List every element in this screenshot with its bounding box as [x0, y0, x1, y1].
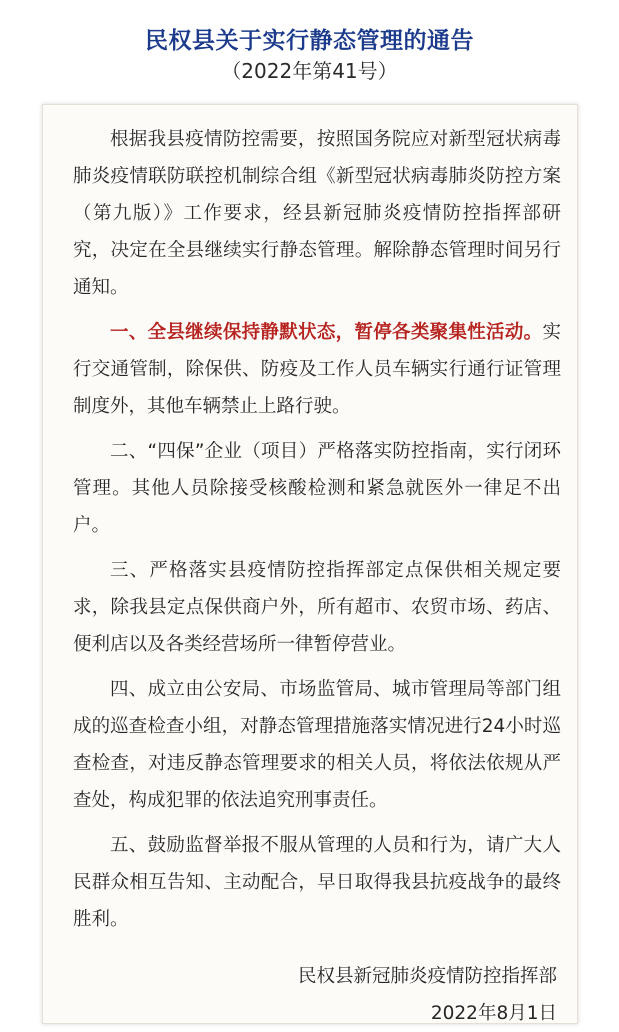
document-number: （2022年第41号） [221, 59, 398, 83]
item-1-highlight: 一、全县继续保持静默状态，暂停各类聚集性活动。 [110, 322, 543, 343]
item-4-paragraph: 四、成立由公安局、市场监管局、城市管理局等部门组成的巡查检查小组，对静态管理措施落实情况进行24小时巡查检查，对违反静态管理要求的相关人员，将依法依规从严查处，构成犯罪的依法追究刑事责任。 [73, 679, 561, 811]
item-5-paragraph: 五、鼓励监督举报不服从管理的人员和行为，请广大人民群众相互告知、主动配合，早日取得我县抗疫战争的最终胜利。 [73, 835, 561, 930]
item-3-paragraph: 三、严格落实县疫情防控指挥部定点保供相关规定要求，除我县定点保供商户外，所有超市、农贸市场、药店、便利店以及各类经营场所一律暂停营业。 [73, 560, 561, 655]
item-1-text: 实行交通管制，除保供、防疫及工作人员车辆实行通行证管理制度外，其他车辆禁止上路行驶。 [73, 322, 561, 417]
signature-block [73, 958, 561, 1032]
notice-body-card [42, 104, 578, 1024]
intro-paragraph: 根据我县疫情防控需要，按照国务院应对新型冠状病毒肺炎疫情联防联控机制综合组《新型冠状病毒肺炎防控方案（第九版）》工作要求，经县新冠肺炎疫情防控指挥部研究，决定在全县继续实行静态管理。解除静态管理时间另行通知。 [73, 129, 561, 298]
item-1-paragraph [73, 314, 561, 425]
issue-date: 2022年8月1日 [430, 1003, 557, 1024]
issuer-name: 民权县新冠肺炎疫情防控指挥部 [297, 966, 557, 987]
item-2-paragraph: 二、“四保”企业（项目）严格落实防控指南，实行闭环管理。其他人员除接受核酸检测和紧急就医外一律足不出户。 [73, 441, 561, 536]
notice-title: 民权县关于实行静态管理的通告 [145, 28, 474, 55]
